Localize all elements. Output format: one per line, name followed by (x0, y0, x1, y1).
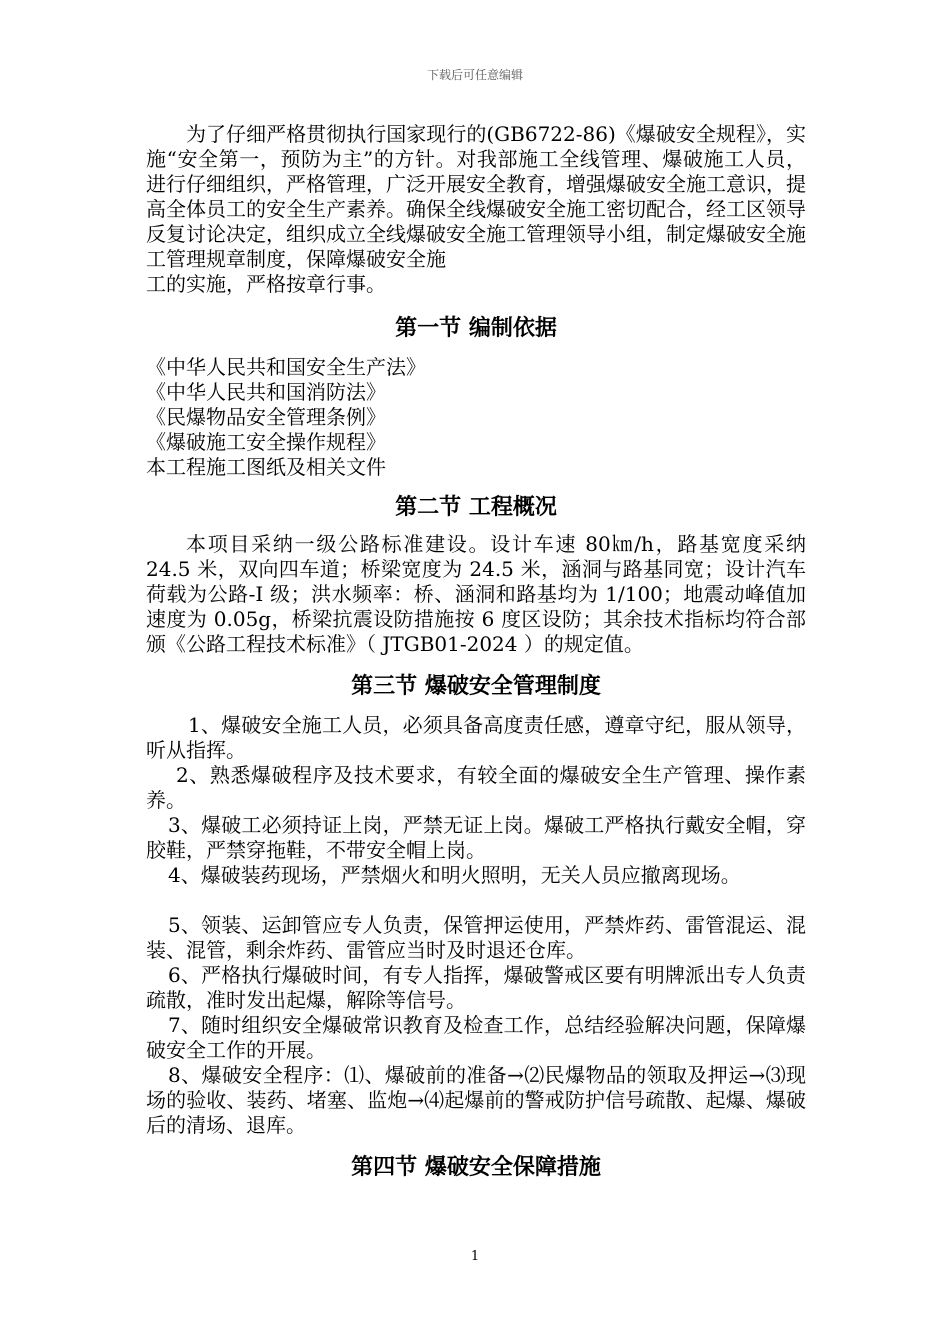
project-overview-paragraph: 本项目采纳一级公路标准建设。设计车速 80㎞/h，路基宽度采纳 24.5 米，双向四车道；桥梁宽度为 24.5 米，涵洞与路基同宽；设计汽车荷载为公路-I 级；洪水频率：桥、涵洞和路基均为 1/100；地震动峰值加速度为 0.05g，桥梁抗震设防措施按 6 度区设防；其余技术指标均符合部颁《公路工程技术标准》（ JTGB01-2024 ）的规定值。 (146, 532, 806, 656)
intro-paragraph: 为了仔细严格贯彻执行国家现行的(GB6722-86)《爆破安全规程》，实施“安全第一，预防为主”的方针。对我部施工全线管理、爆破施工人员，进行仔细组织，严格管理，广泛开展安全教育，增强爆破安全施工意识，提高全体员工的安全生产素养。确保全线爆破安全施工密切配合，经工区领导反复讨论决定，组织成立全线爆破安全施工管理领导小组，制定爆破安全施工管理规章制度，保障爆破安全施 (146, 122, 806, 271)
rule-item: 7、随时组织安全爆破常识教育及检查工作，总结经验解决问题，保障爆破安全工作的开展。 (146, 1013, 806, 1062)
rule-item: 3、爆破工必须持证上岗，严禁无证上岗。爆破工严格执行戴安全帽，穿胶鞋，严禁穿拖鞋，不带安全帽上岗。 (146, 813, 806, 862)
page-number: 1 (470, 1249, 480, 1264)
rule-item: 6、严格执行爆破时间，有专人指挥，爆破警戒区要有明牌派出专人负责疏散，准时发出起爆，解除等信号。 (146, 963, 806, 1012)
section4-title: 第四节 爆破安全保障措施 (351, 1154, 601, 1180)
reference-item: 本工程施工图纸及相关文件 (146, 455, 386, 479)
blank-line (146, 888, 806, 913)
section3-title: 第三节 爆破安全管理制度 (351, 673, 601, 699)
rule-item: 5、领装、运卸管应专人负责，保管押运使用，严禁炸药、雷管混运、混装、混管，剩余炸药、雷管应当时及时退还仓库。 (146, 913, 806, 962)
document-body (146, 122, 806, 1182)
rule-item: 4、爆破装药现场，严禁烟火和明火照明，无关人员应撤离现场。 (168, 863, 741, 887)
rule-item: 2、熟悉爆破程序及技术要求，有较全面的爆破安全生产管理、操作素养。 (146, 763, 806, 812)
reference-item: 《爆破施工安全操作规程》 (146, 430, 386, 454)
reference-item: 《民爆物品安全管理条例》 (146, 405, 386, 429)
section1-title: 第一节 编制依据 (395, 315, 557, 341)
rule-item: 1、爆破安全施工人员，必须具备高度责任感，遵章守纪，服从领导，听从指挥。 (146, 713, 806, 762)
page-header: 下载后可任意编辑 (426, 68, 523, 82)
reference-item: 《中华人民共和国消防法》 (146, 380, 386, 404)
rule-item: 8、爆破安全程序：⑴、爆破前的准备→⑵民爆物品的领取及押运→⑶现场的验收、装药、堵塞、监炮→⑷起爆前的警戒防护信号疏散、起爆、爆破后的清场、退库。 (146, 1063, 806, 1137)
intro-paragraph-tail: 工的实施，严格按章行事。 (146, 272, 386, 296)
reference-item: 《中华人民共和国安全生产法》 (146, 355, 426, 379)
section2-title: 第二节 工程概况 (395, 494, 557, 520)
